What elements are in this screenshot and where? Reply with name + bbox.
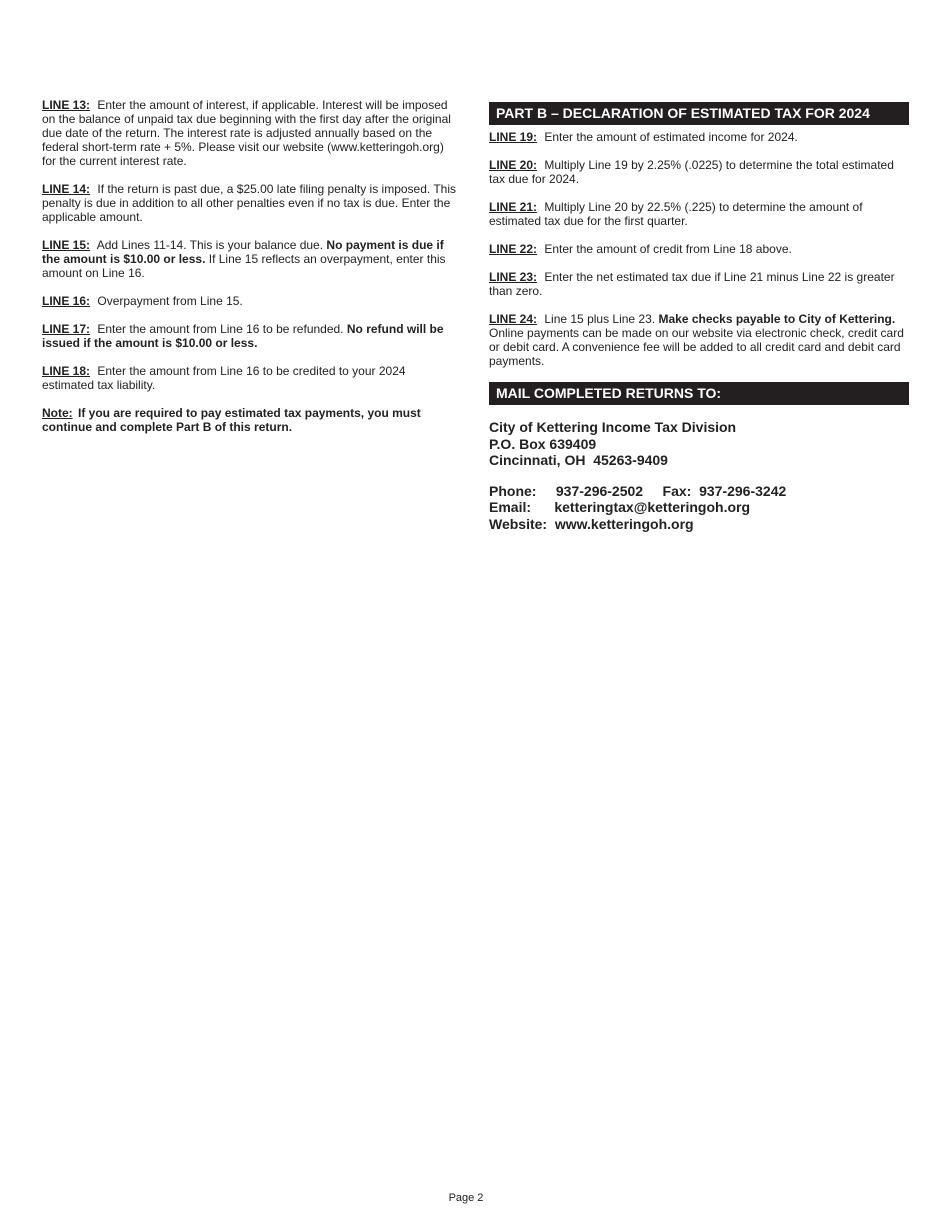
line22-text: Enter the amount of credit from Line 18 above. [544,242,792,256]
contact-website: Website: www.ketteringoh.org [489,515,694,532]
line24-label: LINE 24: [489,312,538,326]
line22-label: LINE 22: [489,242,538,256]
line21-label: LINE 21: [489,200,538,214]
right-column [489,102,909,532]
line15-label: LINE 15: [42,238,91,252]
contact-email: Email: ketteringtax@ketteringoh.org [489,499,751,515]
address-line1: City of Kettering Income Tax Division [489,419,737,435]
line15-text-a: Add Lines 11-14. This is your balance due. [96,238,324,252]
line23-instruction [489,270,909,298]
note-label: Note: [42,406,73,420]
line15-bold: No payment is due if the amount is $10.00 or less. [42,238,444,266]
line19-label: LINE 19: [489,130,538,144]
line24-text-b: Online payments can be made on our website via electronic check, credit card or debit card. A convenience fee will be added to all credit card and debit card payments. [489,326,904,368]
line18-label: LINE 18: [42,364,91,378]
line21-instruction [489,200,909,228]
line13-instruction [42,98,460,168]
line13-label: LINE 13: [42,98,91,112]
line20-instruction [489,158,909,186]
line22-instruction [489,242,909,256]
address-line2: P.O. Box 639409 [489,435,597,452]
line17-label: LINE 17: [42,322,91,336]
line21-text: Multiply Line 20 by 22.5% (.225) to determine the amount of estimated tax due for the first quarter. [489,200,863,228]
line14-instruction [42,182,460,224]
address-line3: Cincinnati, OH 45263-9409 [489,452,668,468]
line13-text: Enter the amount of interest, if applicable. Interest will be imposed on the balance of unpaid tax due beginning with the first day after the original due date of the return. The interest rate is adjusted annually based on the federal short-term rate + 5%. Please visit our website (www.ketteringoh.org) for the current interest rate. [42,98,451,168]
line23-text: Enter the net estimated tax due if Line 21 minus Line 22 is greater than zero. [489,270,895,298]
mailing-address [489,419,909,532]
page-number: Page 2 [448,1192,484,1204]
line16-label: LINE 16: [42,294,91,308]
line20-label: LINE 20: [489,158,538,172]
line23-label: LINE 23: [489,270,538,284]
line15-instruction [42,238,460,280]
contact-phone-fax: Phone: 937-296-2502 Fax: 937-296-3242 [489,482,787,499]
part-b-header: PART B – DECLARATION OF ESTIMATED TAX FOR 2024 [489,102,909,125]
line14-text: If the return is past due, a $25.00 late filing penalty is imposed. This penalty is due in addition to all other penalties even if no tax is due. Enter the applicable amount. [42,182,457,224]
line24-text-a: Line 15 plus Line 23. [544,312,656,326]
line17-text: Enter the amount from Line 16 to be refunded. [97,322,344,336]
line24-bold: Make checks payable to City of Kettering. [658,312,896,326]
line14-label: LINE 14: [42,182,91,196]
line17-instruction [42,322,460,350]
line19-instruction [489,130,909,144]
line18-instruction [42,364,460,392]
mail-header: MAIL COMPLETED RETURNS TO: [489,382,909,405]
line16-text: Overpayment from Line 15. [97,294,243,308]
line16-instruction [42,294,460,308]
left-column [42,98,460,448]
line17-bold: No refund will be issued if the amount is $10.00 or less. [42,322,444,350]
line18-text: Enter the amount from Line 16 to be credited to your 2024 estimated tax liability. [42,364,406,392]
line19-text: Enter the amount of estimated income for 2024. [544,130,798,144]
line20-text: Multiply Line 19 by 2.25% (.0225) to determine the total estimated tax due for 2024. [489,158,894,186]
note [42,406,460,434]
note-text: If you are required to pay estimated tax payments, you must continue and complete Part B of this return. [42,406,421,434]
line15-text-b: If Line 15 reflects an overpayment, enter this amount on Line 16. [42,252,446,280]
line24-instruction [489,312,909,368]
